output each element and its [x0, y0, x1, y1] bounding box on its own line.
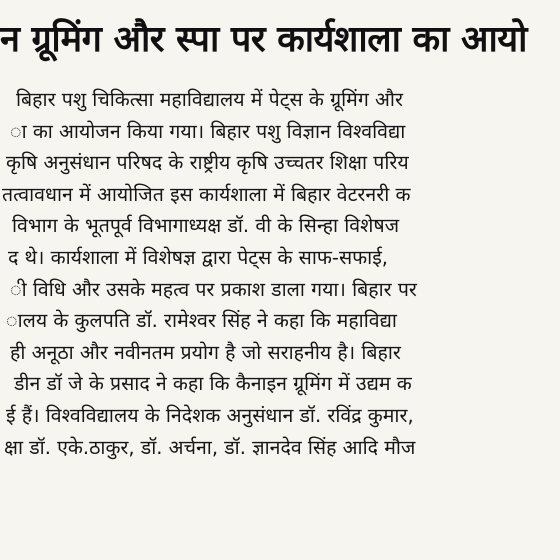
body-line: ालय के कुलपति डॉ. रामेश्वर सिंह ने कहा कि महाविद्या [6, 309, 397, 333]
body-line: डीन डॉ जे के प्रसाद ने कहा कि कैनाइन ग्रूमिंग में उद्यम क [14, 372, 412, 396]
body-line: ही अनूठा और नवीनतम प्रयोग है जो सराहनीय है। बिहार [10, 340, 401, 364]
body-line: द थे। कार्यशाला में विशेषज्ञ द्वारा पेट्स के साफ-सफाई, [8, 245, 388, 269]
body-line: ई हैं। विश्वविद्यालय के निदेशक अनुसंधान डॉ. रविंद्र कुमार, [6, 403, 414, 427]
body-line: तत्वावधान में आयोजित इस कार्यशाला में बिहार वेटरनरी क [2, 182, 411, 206]
headline: न ग्रूमिंग और स्पा पर कार्यशाला का आयो [0, 19, 527, 60]
body-line: ी विधि और उसके महत्व पर प्रकाश डाला गया। बिहार पर [10, 277, 417, 301]
body-line: क्षा डॉ. एके.ठाकुर, डॉ. अर्चना, डॉ. ज्ञानदेव सिंह आदि मौज [4, 435, 416, 459]
body-line: विभाग के भूतपूर्व विभागाध्यक्ष डॉ. वी के सिन्हा विशेषज [12, 214, 400, 238]
body-line: ा का आयोजन किया गया। बिहार पशु विज्ञान विश्वविद्या [10, 119, 406, 143]
body-line: बिहार पशु चिकित्सा महाविद्यालय में पेट्स के ग्रूमिंग और [16, 88, 403, 111]
article-body [0, 84, 560, 463]
body-line: कृषि अनुसंधान परिषद के राष्ट्रीय कृषि उच्चतर शिक्षा परिय [6, 151, 409, 175]
